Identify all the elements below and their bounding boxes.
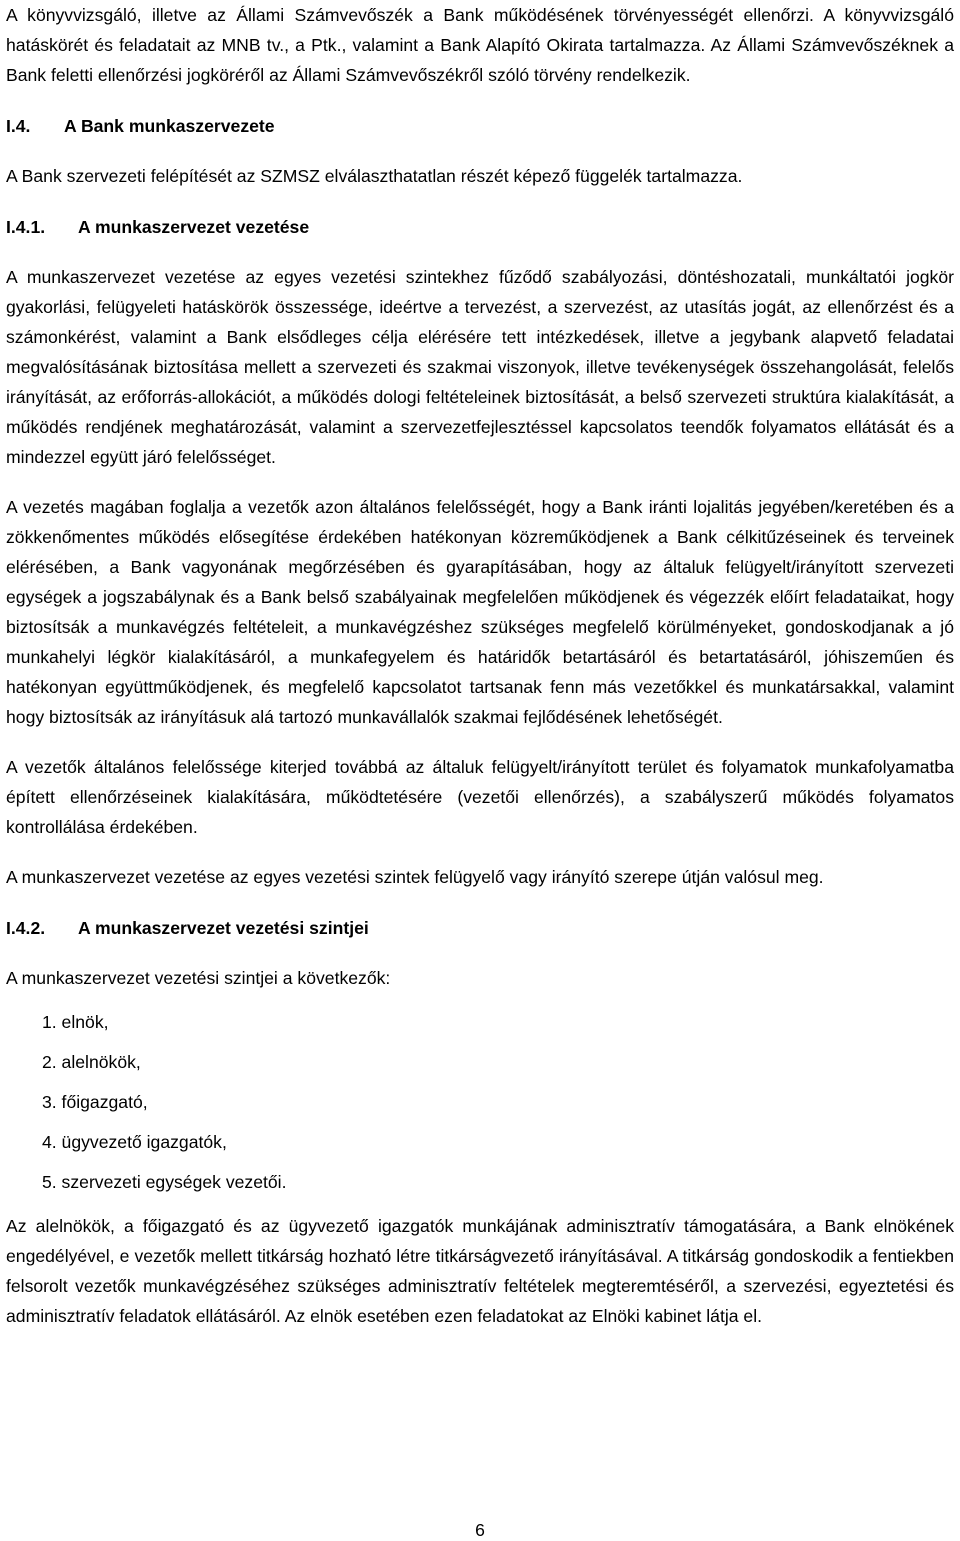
paragraph: A munkaszervezet vezetése az egyes vezetési szintek felügyelő vagy irányító szerepe útján valósul meg. bbox=[6, 867, 824, 887]
levels-lead: A munkaszervezet vezetési szintjei a következők: bbox=[6, 968, 391, 988]
section-i4-text: A Bank szervezeti felépítését az SZMSZ elválaszthatatlan részét képező függelék tartalmazza. bbox=[6, 166, 743, 186]
paragraph: A vezetés magában foglalja a vezetők azon általános felelősségét, hogy a Bank iránti lojalitás jegyében/keretében és a zökkenőmentes működés elősegítése érdekében hatékonyan közreműködjenek a Bank célkitűzéseinek és terveinek elérésében, a Bank vagyonának megőrzésében és gyarapításában, hogy az általuk felügyelt/irányított szervezeti egységek a jogszabálynak és a Bank belső szabályainak megfelelően működjenek és végezzék előírt feladataikat, hogy biztosítsák a munkavégzés feltételeit, a munkavégzéshez szükséges megfelelő körülményeket, gondoskodjanak a jó munkahelyi légkör kialakításáról, a munkafegyelem és határidők betartásáról és betartatásáról, jóhiszeműen és hatékonyan együttműködjenek, és megfelelő kapcsolatot tartsanak fenn más vezetőkkel és munkatársakkal, valamint hogy biztosítsák az irányításuk alá tartozó munkavállalók szakmai fejlődésének lehetőségét. bbox=[6, 497, 954, 727]
intro-paragraph: A könyvvizsgáló, illetve az Állami Számvevőszék a Bank működésének törvényességét ellenőrzi. A könyvvizsgáló hatáskörét és feladatait az MNB tv., a Ptk., valamint a Bank Alapító Okirata tartalmazza. Az Állami Számvevőszéknek a Bank feletti ellenőrzési jogköréről az Állami Számvevőszékről szóló törvény rendelkezik. bbox=[6, 5, 954, 85]
section-heading-i42 bbox=[6, 913, 954, 943]
management-levels-list bbox=[6, 1007, 954, 1197]
section-number: I.4.1. bbox=[6, 217, 46, 237]
section-heading-i41 bbox=[6, 212, 954, 242]
list-item: 3. főigazgató, bbox=[42, 1092, 148, 1112]
paragraph: A vezetők általános felelőssége kiterjed továbbá az általuk felügyelt/irányított terület és folyamatok munkafolyamatba épített ellenőrzéseinek kialakítására, működtetésére (vezetői ellenőrzés), a szabályszerű működés folyamatos kontrollálása érdekében. bbox=[6, 757, 954, 837]
section-number: I.4. bbox=[6, 116, 31, 136]
closing-paragraph: Az alelnökök, a főigazgató és az ügyvezető igazgatók munkájának adminisztratív támogatására, a Bank elnökének engedélyével, e vezetők mellett titkárság hozható létre titkárságvezető irányításával. A titkárság gondoskodik a fentiekben felsorolt vezetők munkavégzéséhez szükséges adminisztratív feltételek megteremtéséről, a szervezési, egyeztetési és adminisztratív feladatok ellátásáról. Az elnök esetében ezen feladatokat az Elnöki kabinet látja el. bbox=[6, 1216, 954, 1326]
list-item: 2. alelnökök, bbox=[42, 1052, 141, 1072]
paragraph: A munkaszervezet vezetése az egyes vezetési szintekhez fűződő szabályozási, döntéshozatali, munkáltatói jogkör gyakorlási, felügyeleti hatáskörök összessége, ideértve a tervezést, a szervezést, az utasítás jogát, az ellenőrzést és a számonkérést, valamint a Bank elsődleges célja elérésére tett intézkedések, illetve a jegybank alapvető feladatai megvalósításának biztosítása mellett a szervezeti és szakmai viszonyok, illetve tevékenységek összehangolását, felelős irányítását, az erőforrás-allokációt, a működés dologi feltételeinek biztosítását, a belső szervezeti struktúra kialakítását, a működés rendjének meghatározását, valamint a szervezetfejlesztéssel kapcsolatos teendők folyamatos ellátását és a mindezzel együtt járó felelősséget. bbox=[6, 267, 954, 467]
document-page bbox=[6, 0, 954, 1331]
list-item: 1. elnök, bbox=[42, 1012, 109, 1032]
list-item: 5. szervezeti egységek vezetői. bbox=[42, 1172, 287, 1192]
section-title: A munkaszervezet vezetése bbox=[78, 217, 310, 237]
page-number: 6 bbox=[475, 1520, 485, 1540]
section-title: A Bank munkaszervezete bbox=[64, 116, 275, 136]
list-item: 4. ügyvezető igazgatók, bbox=[42, 1132, 227, 1152]
section-heading-i4 bbox=[6, 111, 954, 141]
section-number: I.4.2. bbox=[6, 918, 46, 938]
section-title: A munkaszervezet vezetési szintjei bbox=[78, 918, 369, 938]
